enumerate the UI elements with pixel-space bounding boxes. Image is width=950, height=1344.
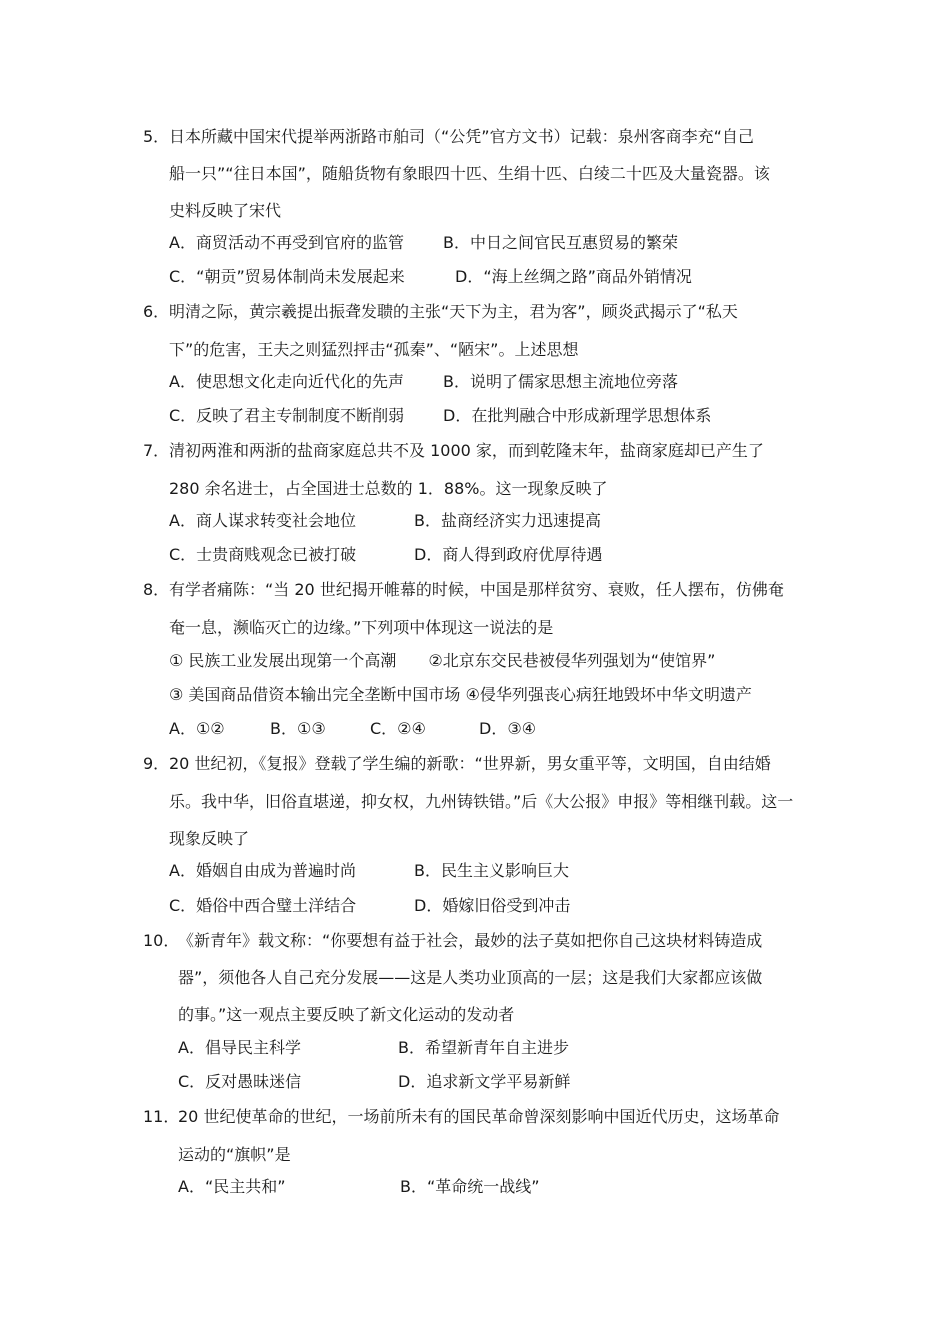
question-8-statement-line-2: ③ 美国商品借资本输出完全垄断中国市场 ④侵华列强丧心病狂地毁坏中华文明遗产 [169,685,752,704]
question-5-number: 5． [143,127,170,146]
question-5-stem-line-1: 日本所藏中国宋代提举两浙路市舶司（“公凭”官方文书）记载：泉州客商李充“自己 [169,127,754,146]
question-9-option-b: B．民生主义影响巨大 [414,861,569,880]
question-11-option-b: B．“革命统一战线” [400,1177,540,1196]
question-7-stem-line-1: 清初两淮和两浙的盐商家庭总共不及 1000 家，而到乾隆末年，盐商家庭却已产生了 [169,441,764,460]
question-8-option-a: A．①② [169,719,225,738]
question-7-option-c: C．士贵商贱观念已被打破 [169,545,357,564]
question-5-stem-line-3: 史料反映了宋代 [169,201,282,220]
question-8-statement-line-1: ① 民族工业发展出现第一个高潮 ②北京东交民巷被侵华列强划为“使馆界” [169,651,716,670]
question-6-stem-line-1: 明清之际，黄宗羲提出振聋发聩的主张“天下为主，君为客”，顾炎武揭示了“私天 [169,302,738,321]
question-10-option-b: B．希望新青年自主进步 [398,1038,569,1057]
question-8-number: 8． [143,580,170,599]
question-10-stem-line-2: 器”，须他各人自己充分发展——这是人类功业顶高的一层；这是我们大家都应该做 [178,968,763,987]
question-6-stem-line-2: 下”的危害，王夫之则猛烈抨击“孤秦”、“陋宋”。上述思想 [169,340,579,359]
question-7-stem-line-2: 280 余名进士，占全国进士总数的 1．88%。这一现象反映了 [169,479,608,498]
question-6-option-a: A．使思想文化走向近代化的先声 [169,372,404,391]
question-6-option-d: D．在批判融合中形成新理学思想体系 [443,406,712,425]
question-8-stem-line-1: 有学者痛陈：“当 20 世纪揭开帷幕的时候，中国是那样贫穷、衰败，任人摆布，仿佛奄 [169,580,784,599]
question-9-option-d: D．婚嫁旧俗受到冲击 [414,896,571,915]
question-9-option-a: A．婚姻自由成为普遍时尚 [169,861,356,880]
question-11-stem-line-1: 20 世纪使革命的世纪，一场前所未有的国民革命曾深刻影响中国近代历史，这场革命 [178,1107,780,1126]
question-6-number: 6． [143,302,170,321]
question-7-option-d: D．商人得到政府优厚待遇 [414,545,603,564]
question-5-option-c: C．“朝贡”贸易体制尚未发展起来 [169,267,405,286]
question-10-stem-line-3: 的事。”这一观点主要反映了新文化运动的发动者 [178,1005,515,1024]
question-9-stem-line-1: 20 世纪初，《复报》登载了学生编的新歌：“世界新，男女重平等，文明国，自由结婚 [169,754,771,773]
question-5-option-a: A．商贸活动不再受到官府的监管 [169,233,404,252]
question-6-option-b: B．说明了儒家思想主流地位旁落 [443,372,678,391]
question-6-option-c: C．反映了君主专制制度不断削弱 [169,406,405,425]
question-11-option-a: A．“民主共和” [178,1177,286,1196]
question-9-stem-line-2: 乐。我中华，旧俗直堪递，抑女权，九州铸铁错。”后《大公报》申报》等相继刊载。这一 [169,792,794,811]
question-8-option-b: B．①③ [270,719,326,738]
question-7-number: 7． [143,441,170,460]
question-9-number: 9． [143,754,170,773]
question-8-option-c: C．②④ [370,719,426,738]
question-5-stem-line-2: 船一只”“往日本国”，随船货物有象眼四十匹、生绢十匹、白绫二十匹及大量瓷器。该 [169,164,770,183]
question-10-number: 10． [143,931,180,950]
question-10-option-a: A．倡导民主科学 [178,1038,301,1057]
question-11-stem-line-2: 运动的“旗帜”是 [178,1145,291,1164]
question-10-option-c: C．反对愚昧迷信 [178,1072,302,1091]
question-10-stem-line-1: 《新青年》载文称：“你要想有益于社会，最妙的法子莫如把你自己这块材料铸造成 [178,931,763,950]
question-9-option-c: C．婚俗中西合璧土洋结合 [169,896,357,915]
question-7-option-b: B．盐商经济实力迅速提高 [414,511,601,530]
question-8-option-d: D．③④ [479,719,537,738]
question-9-stem-line-3: 现象反映了 [169,829,250,848]
question-11-number: 11． [143,1107,180,1126]
question-5-option-b: B．中日之间官民互惠贸易的繁荣 [443,233,678,252]
question-8-stem-line-2: 奄一息，濒临灭亡的边缘。”下列项中体现这一说法的是 [169,618,554,637]
question-7-option-a: A．商人谋求转变社会地位 [169,511,356,530]
question-5-option-d: D．“海上丝绸之路”商品外销情况 [455,267,692,286]
question-10-option-d: D．追求新文学平易新鲜 [398,1072,571,1091]
